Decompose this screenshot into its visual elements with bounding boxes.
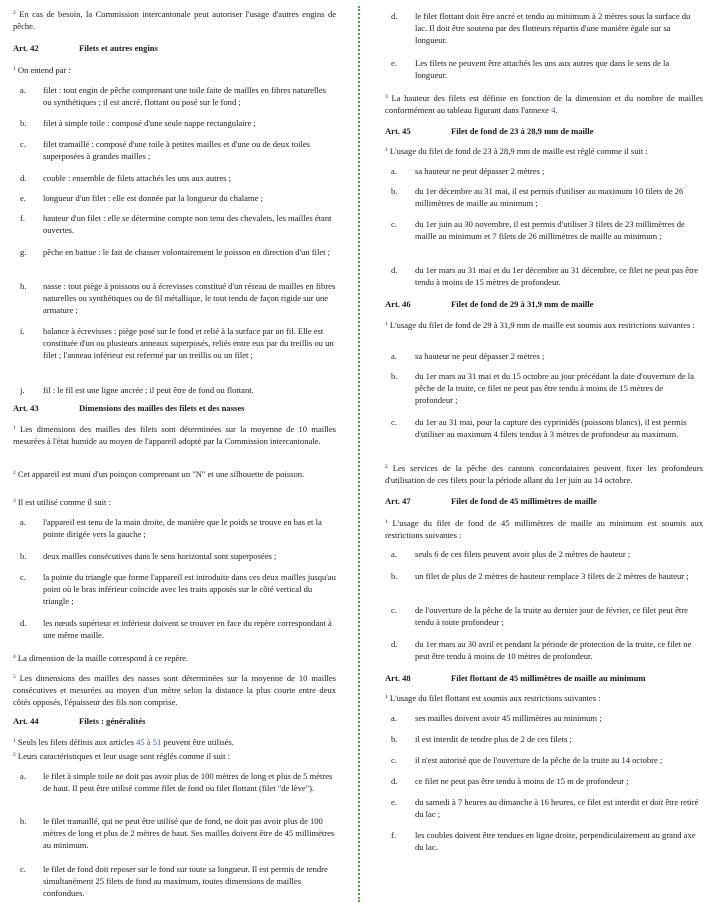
article-heading-47: Art. 47 Filet de fond de 45 millimètres de maille — [385, 496, 597, 506]
column-divider — [358, 6, 360, 902]
paragraph: $^2$ Cet appareil est muni d'un poinçon comprenant un "N" et une silhouette de poisson. — [13, 469, 305, 479]
annex-reference-link[interactable]: 4 — [551, 105, 556, 115]
article-reference-link[interactable]: 45 à 51 — [136, 737, 162, 747]
paragraph: $^1$ Seuls les filets définis aux articles 45 à 51 peuvent être utilisés. — [13, 737, 234, 747]
article-heading-43: Art. 43 Dimensions des mailles des filets et des nasses — [13, 403, 245, 413]
paragraph: $^2$ En cas de besoin, la Commission intercantonale peut autoriser l'usage d'autres engins de pêche. — [13, 9, 337, 31]
paragraph: $^3$ Il est utilisé comme il suit : — [13, 497, 111, 507]
paragraph: $^3$ La hauteur des filets est définie en fonction de la dimension et du nombre de mailles conformément au tableau figurant dans l'annexe 4. — [385, 93, 703, 115]
paragraph: $^1$ Les dimensions des mailles des filets sont déterminées sur la moyenne de 10 mailles mesurées à l'état humide au moyen de l'appareil adopté par la Commission intercantonale. — [13, 424, 336, 446]
article-heading-45: Art. 45 Filet de fond de 23 à 28,9 mm de maille — [385, 126, 594, 136]
paragraph: $^1$ On entend par : — [13, 65, 71, 75]
paragraph: $^1$ L'usage du filet de fond de 29 à 31,9 mm de maille est soumis aux restrictions suivantes : — [385, 320, 695, 330]
article-heading-44: Art. 44 Filets : généralités — [13, 716, 146, 726]
paragraph: $^5$ Les dimensions des mailles des nasses sont déterminées sur la moyenne de 10 mailles consécutives et mesurées au moyen d'un mètre selon la distance la plus courte entre deux côtés opposés, l'épaisseur des fils non comprise. — [13, 673, 336, 707]
paragraph: $^1$ L'usage du filet flottant est soumis aux restrictions suivantes : — [385, 693, 601, 703]
paragraph: $^4$ La dimension de la maille correspond à ce repère. — [13, 653, 189, 663]
article-heading-46: Art. 46 Filet de fond de 29 à 31,9 mm de maille — [385, 299, 594, 309]
paragraph: $^2$ Leurs caractéristiques et leur usage sont réglés comme il suit : — [13, 751, 231, 761]
article-heading-42: Art. 42 Filets et autres engins — [13, 43, 158, 53]
article-heading-48: Art. 48 Filet flottant de 45 millimètres de maille au minimum — [385, 673, 646, 683]
paragraph: $^1$ L'usage du filet de fond de 23 à 28,9 mm de maille est réglé comme il suit : — [385, 146, 648, 156]
paragraph: $^1$ L'usage du filet de fond de 45 millimètres de maille au minimum est soumis aux restrictions suivantes : — [385, 518, 703, 540]
paragraph: $^2$ Les services de la pêche des cantons concordataires peuvent fixer les profondeurs d'utilisation de ces filets pour la période allant du 1er juin au 14 octobre. — [385, 463, 703, 485]
